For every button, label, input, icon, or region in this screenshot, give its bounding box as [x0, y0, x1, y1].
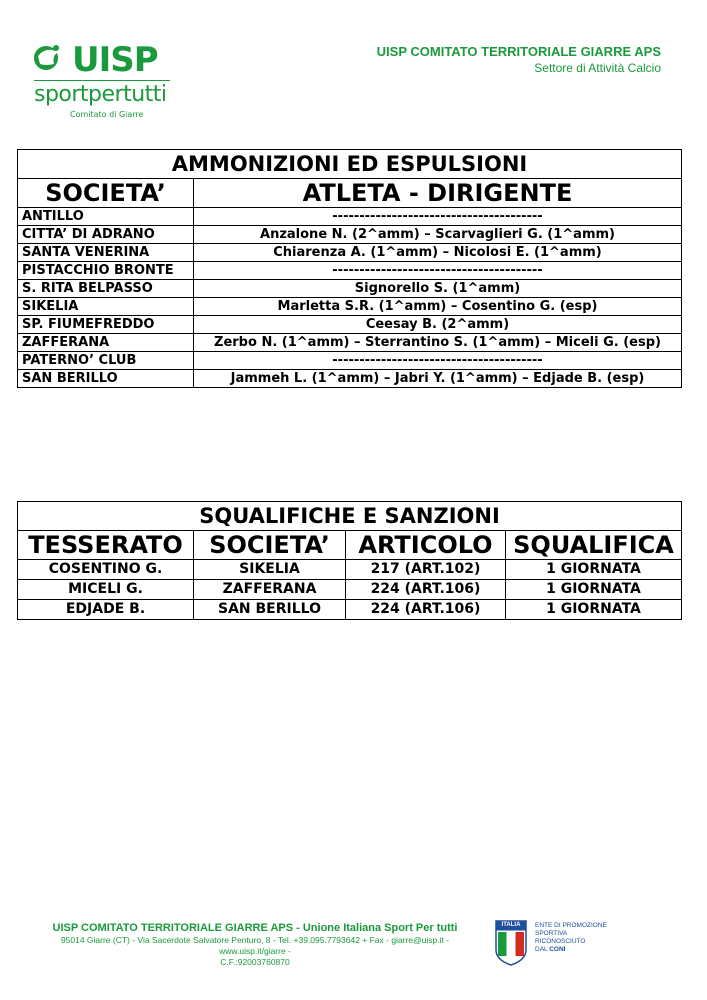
articolo-cell: 224 (ART.106) — [346, 580, 506, 600]
col-articolo-header: ARTICOLO — [346, 531, 506, 560]
squalifica-cell: 1 GIORNATA — [506, 580, 682, 600]
table-row — [18, 298, 682, 316]
uisp-runner-icon — [32, 42, 72, 78]
coni-badge — [495, 920, 615, 970]
table-row — [18, 316, 682, 334]
societa-cell: ANTILLO — [18, 208, 194, 226]
coni-line3: RICONOSCIUTO — [535, 938, 586, 945]
coni-text — [535, 922, 607, 954]
logo-name: UISP — [72, 40, 158, 80]
table-row — [18, 280, 682, 298]
societa-cell: ZAFFERANA — [194, 580, 346, 600]
squalifiche-table — [17, 501, 682, 620]
societa-cell: S. RITA BELPASSO — [18, 280, 194, 298]
table-row — [18, 226, 682, 244]
table-row — [18, 580, 682, 600]
societa-cell: SAN BERILLO — [194, 600, 346, 620]
coni-line4-b: CONI — [549, 946, 566, 953]
squalifica-cell: 1 GIORNATA — [506, 560, 682, 580]
articolo-cell: 224 (ART.106) — [346, 600, 506, 620]
atleta-cell: Anzalone N. (2^amm) – Scarvaglieri G. (1^amm) — [194, 226, 682, 244]
org-subtitle: Settore di Attività Calcio — [534, 61, 661, 75]
col-atleta-header: ATLETA - DIRIGENTE — [194, 179, 682, 208]
org-header — [377, 44, 661, 76]
atleta-cell: Zerbo N. (1^amm) – Sterrantino S. (1^amm) – Miceli G. (esp) — [194, 334, 682, 352]
tesserato-cell: COSENTINO G. — [18, 560, 194, 580]
logo-committee: Comitato di Giarre — [70, 110, 144, 119]
coni-line4-a: DAL — [535, 946, 548, 953]
atleta-cell: Jammeh L. (1^amm) – Jabri Y. (1^amm) – Edjade B. (esp) — [194, 370, 682, 388]
footer-tax-code: C.F.:92003760870 — [220, 957, 290, 967]
societa-cell: SAN BERILLO — [18, 370, 194, 388]
atleta-cell: Ceesay B. (2^amm) — [194, 316, 682, 334]
atleta-cell: --------------------------------------- — [194, 208, 682, 226]
uisp-logo — [32, 40, 182, 125]
logo-divider — [34, 80, 170, 81]
table-row — [18, 244, 682, 262]
table-row — [18, 262, 682, 280]
table-row — [18, 208, 682, 226]
societa-cell: PISTACCHIO BRONTE — [18, 262, 194, 280]
coni-italia-label: ITALIA — [501, 922, 521, 928]
table-row — [18, 370, 682, 388]
col-tesserato-header: TESSERATO — [18, 531, 194, 560]
atleta-cell: --------------------------------------- — [194, 262, 682, 280]
tesserato-cell: EDJADE B. — [18, 600, 194, 620]
org-title: UISP COMITATO TERRITORIALE GIARRE APS — [376, 44, 661, 59]
societa-cell: ZAFFERANA — [18, 334, 194, 352]
articolo-cell: 217 (ART.102) — [346, 560, 506, 580]
squalifica-cell: 1 GIORNATA — [506, 600, 682, 620]
squalifiche-title: SQUALIFICHE E SANZIONI — [18, 502, 682, 531]
societa-cell: PATERNO’ CLUB — [18, 352, 194, 370]
atleta-cell: Chiarenza A. (1^amm) – Nicolosi E. (1^amm) — [194, 244, 682, 262]
tesserato-cell: MICELI G. — [18, 580, 194, 600]
logo-tagline: sportpertutti — [34, 82, 167, 107]
atleta-cell: --------------------------------------- — [194, 352, 682, 370]
ammonizioni-title: AMMONIZIONI ED ESPULSIONI — [18, 150, 682, 179]
societa-cell: SIKELIA — [18, 298, 194, 316]
table-row — [18, 334, 682, 352]
table-row — [18, 600, 682, 620]
atleta-cell: Signorello S. (1^amm) — [194, 280, 682, 298]
societa-cell: CITTA’ DI ADRANO — [18, 226, 194, 244]
societa-cell: SP. FIUMEFREDDO — [18, 316, 194, 334]
ammonizioni-table — [17, 149, 682, 388]
col-squalifica-header: SQUALIFICA — [506, 531, 682, 560]
table-row — [18, 560, 682, 580]
atleta-cell: Marletta S.R. (1^amm) – Cosentino G. (esp) — [194, 298, 682, 316]
col-societa-header: SOCIETA’ — [18, 179, 194, 208]
col-societa-header: SOCIETA’ — [194, 531, 346, 560]
footer-address: 95014 Giarre (CT) - Via Sacerdote Salvatore Penturo, 8 - Tel. +39.095.7793642 + Fax - giarre@uisp.it - www.uisp.it/giarre - — [60, 935, 450, 956]
table-row — [18, 352, 682, 370]
coni-line1: ENTE DI PROMOZIONE — [535, 922, 607, 929]
coni-line2: SPORTIVA — [535, 930, 568, 937]
societa-cell: SIKELIA — [194, 560, 346, 580]
footer-org: UISP COMITATO TERRITORIALE GIARRE APS - Unione Italiana Sport Per tutti — [52, 922, 458, 934]
footer — [30, 921, 480, 968]
societa-cell: SANTA VENERINA — [18, 244, 194, 262]
